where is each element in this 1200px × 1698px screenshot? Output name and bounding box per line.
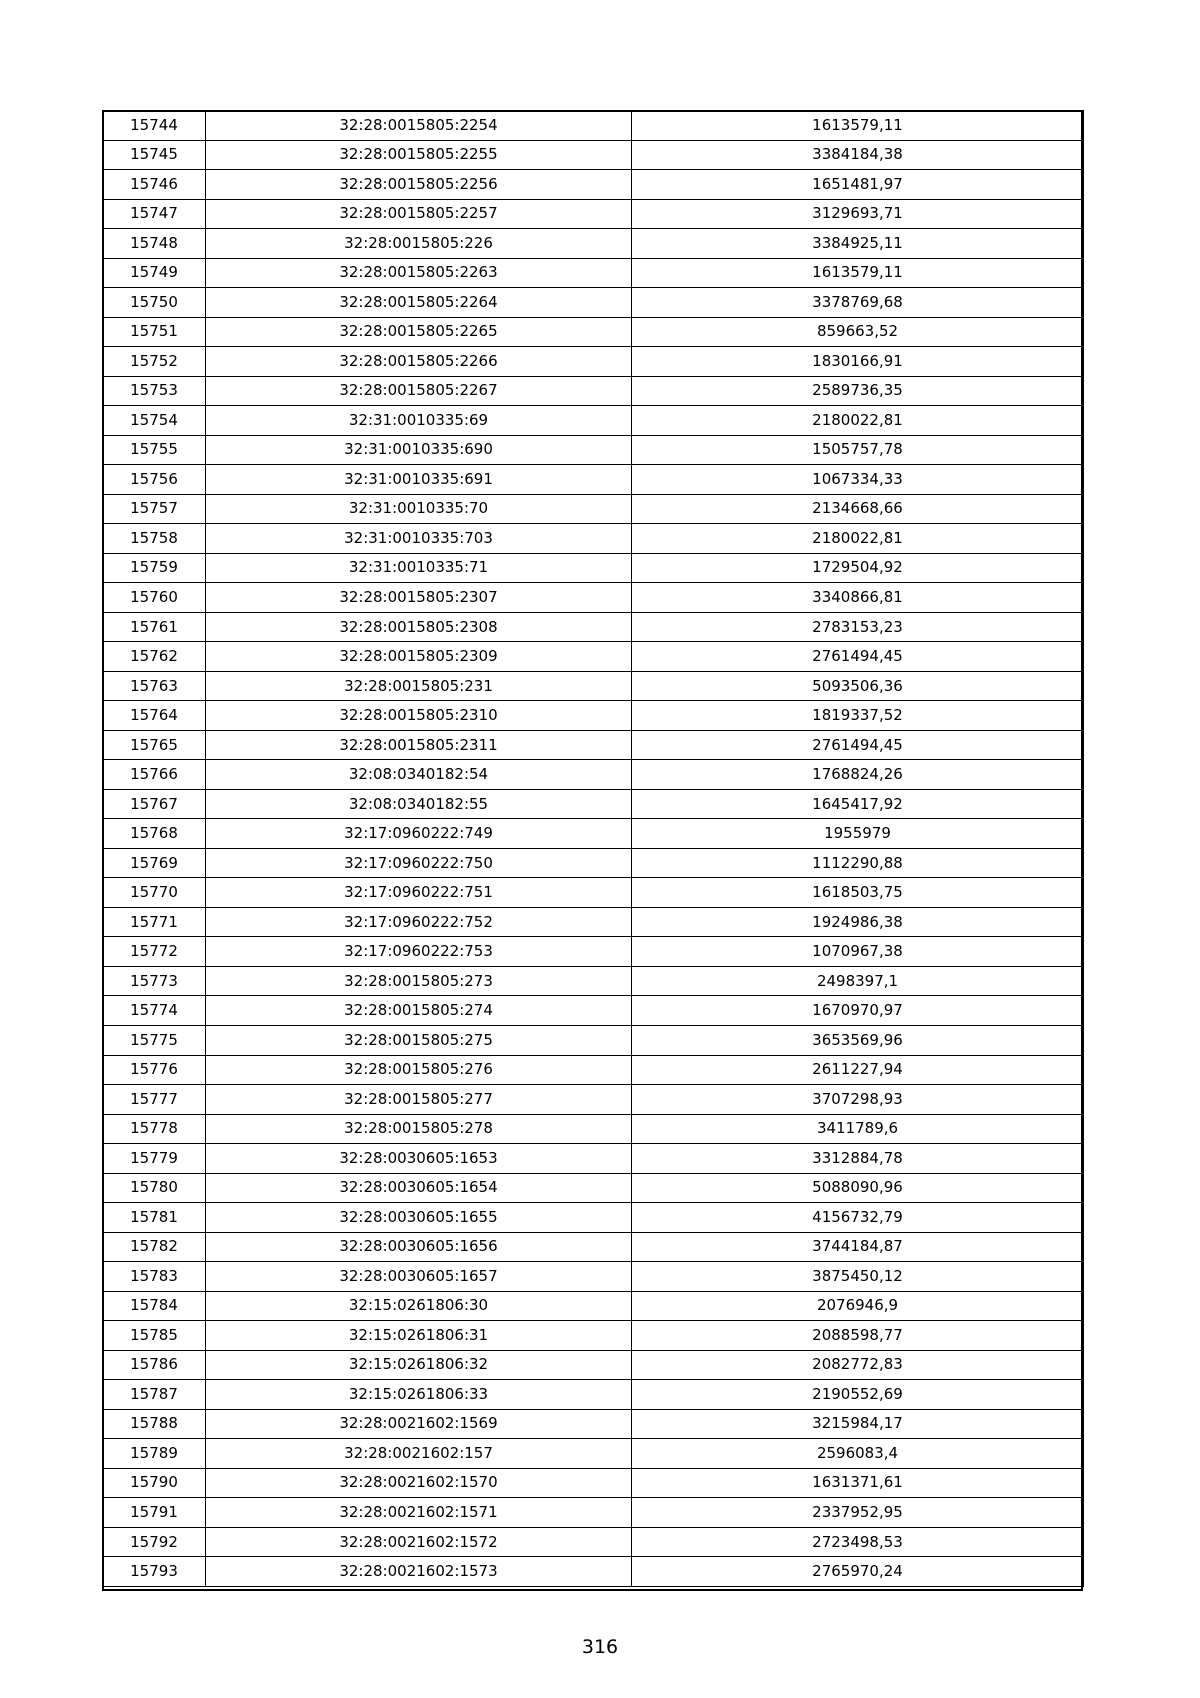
- cadastral-number-cell: 32:28:0015805:275: [206, 1025, 632, 1055]
- table-row: [103, 642, 1084, 672]
- table-row: [103, 524, 1084, 554]
- table-row: [103, 170, 1084, 200]
- row-number-cell: 15744: [103, 111, 206, 141]
- cadastral-value-cell: 3312884,78: [632, 1144, 1084, 1174]
- cadastral-value-cell: 2765970,24: [632, 1557, 1084, 1587]
- cadastral-number-cell: 32:28:0015805:231: [206, 671, 632, 701]
- table-row: [103, 229, 1084, 259]
- row-number-cell: 15777: [103, 1085, 206, 1115]
- row-number-cell: 15760: [103, 583, 206, 613]
- table-row: [103, 848, 1084, 878]
- table-row: [103, 996, 1084, 1026]
- cadastral-value-cell: 3384184,38: [632, 140, 1084, 170]
- cadastral-value-cell: 2783153,23: [632, 612, 1084, 642]
- table-row: [103, 612, 1084, 642]
- cadastral-value-cell: 2180022,81: [632, 524, 1084, 554]
- cadastral-number-cell: 32:15:0261806:32: [206, 1350, 632, 1380]
- table-row: [103, 258, 1084, 288]
- row-number-cell: 15787: [103, 1380, 206, 1410]
- row-number-cell: 15770: [103, 878, 206, 908]
- cadastral-number-cell: 32:28:0015805:277: [206, 1085, 632, 1115]
- cadastral-value-cell: 2589736,35: [632, 376, 1084, 406]
- cadastral-value-cell: 1112290,88: [632, 848, 1084, 878]
- cadastral-value-cell: 1645417,92: [632, 789, 1084, 819]
- row-number-cell: 15759: [103, 553, 206, 583]
- table-body: [103, 111, 1084, 1587]
- table-row: [103, 966, 1084, 996]
- table-row: [103, 1203, 1084, 1233]
- cadastral-value-cell: 3744184,87: [632, 1232, 1084, 1262]
- table-row: [103, 1173, 1084, 1203]
- cadastral-value-cell: 1670970,97: [632, 996, 1084, 1026]
- cadastral-number-cell: 32:28:0015805:2257: [206, 199, 632, 229]
- cadastral-number-cell: 32:28:0015805:2254: [206, 111, 632, 141]
- cadastral-value-cell: 1070967,38: [632, 937, 1084, 967]
- cadastral-value-cell: 2088598,77: [632, 1321, 1084, 1351]
- page-number: 316: [581, 1636, 619, 1658]
- cadastral-number-cell: 32:28:0015805:273: [206, 966, 632, 996]
- row-number-cell: 15755: [103, 435, 206, 465]
- cadastral-value-cell: 5093506,36: [632, 671, 1084, 701]
- row-number-cell: 15791: [103, 1498, 206, 1528]
- cadastral-value-cell: 1955979: [632, 819, 1084, 849]
- cadastral-number-cell: 32:28:0015805:2265: [206, 317, 632, 347]
- row-number-cell: 15751: [103, 317, 206, 347]
- table-row: [103, 1232, 1084, 1262]
- table-row: [103, 317, 1084, 347]
- cadastral-number-cell: 32:28:0015805:2267: [206, 376, 632, 406]
- cadastral-number-cell: 32:28:0021602:1570: [206, 1468, 632, 1498]
- cadastral-number-cell: 32:15:0261806:31: [206, 1321, 632, 1351]
- cadastral-value-cell: 3875450,12: [632, 1262, 1084, 1292]
- cadastral-value-cell: 1613579,11: [632, 111, 1084, 141]
- row-number-cell: 15749: [103, 258, 206, 288]
- cadastral-value-cell: 2761494,45: [632, 642, 1084, 672]
- cadastral-number-cell: 32:28:0015805:2266: [206, 347, 632, 377]
- row-number-cell: 15768: [103, 819, 206, 849]
- table-row: [103, 1468, 1084, 1498]
- table-row: [103, 671, 1084, 701]
- cadastral-value-cell: 1505757,78: [632, 435, 1084, 465]
- cadastral-number-cell: 32:28:0015805:2264: [206, 288, 632, 318]
- cadastral-value-cell: 2723498,53: [632, 1527, 1084, 1557]
- row-number-cell: 15772: [103, 937, 206, 967]
- row-number-cell: 15747: [103, 199, 206, 229]
- table-row: [103, 1321, 1084, 1351]
- cadastral-number-cell: 32:28:0015805:278: [206, 1114, 632, 1144]
- table-row: [103, 760, 1084, 790]
- cadastral-number-cell: 32:28:0030605:1655: [206, 1203, 632, 1233]
- cadastral-value-cell: 1067334,33: [632, 465, 1084, 495]
- cadastral-value-cell: 2134668,66: [632, 494, 1084, 524]
- table-row: [103, 1527, 1084, 1557]
- cadastral-number-cell: 32:28:0015805:2309: [206, 642, 632, 672]
- table-row: [103, 878, 1084, 908]
- row-number-cell: 15788: [103, 1409, 206, 1439]
- row-number-cell: 15763: [103, 671, 206, 701]
- table-row: [103, 111, 1084, 141]
- row-number-cell: 15790: [103, 1468, 206, 1498]
- cadastral-value-cell: 2076946,9: [632, 1291, 1084, 1321]
- cadastral-value-cell: 1729504,92: [632, 553, 1084, 583]
- table-row: [103, 288, 1084, 318]
- table-row: [103, 406, 1084, 436]
- table-row: [103, 1025, 1084, 1055]
- cadastral-value-cell: 1618503,75: [632, 878, 1084, 908]
- table-row: [103, 465, 1084, 495]
- cadastral-number-cell: 32:17:0960222:751: [206, 878, 632, 908]
- table-row: [103, 1262, 1084, 1292]
- cadastral-number-cell: 32:31:0010335:690: [206, 435, 632, 465]
- table-row: [103, 730, 1084, 760]
- table-row: [103, 819, 1084, 849]
- cadastral-value-cell: 2337952,95: [632, 1498, 1084, 1528]
- cadastral-number-cell: 32:28:0021602:1573: [206, 1557, 632, 1587]
- cadastral-number-cell: 32:28:0021602:157: [206, 1439, 632, 1469]
- cadastral-number-cell: 32:31:0010335:70: [206, 494, 632, 524]
- table-row: [103, 907, 1084, 937]
- row-number-cell: 15761: [103, 612, 206, 642]
- cadastral-number-cell: 32:17:0960222:753: [206, 937, 632, 967]
- cadastral-number-cell: 32:28:0015805:2256: [206, 170, 632, 200]
- row-number-cell: 15779: [103, 1144, 206, 1174]
- cadastral-number-cell: 32:28:0030605:1656: [206, 1232, 632, 1262]
- cadastral-value-cell: 3384925,11: [632, 229, 1084, 259]
- cadastral-number-cell: 32:31:0010335:69: [206, 406, 632, 436]
- row-number-cell: 15776: [103, 1055, 206, 1085]
- cadastral-value-cell: 3215984,17: [632, 1409, 1084, 1439]
- table-row: [103, 1144, 1084, 1174]
- cadastral-number-cell: 32:28:0015805:2263: [206, 258, 632, 288]
- row-number-cell: 15762: [103, 642, 206, 672]
- cadastral-value-cell: 1830166,91: [632, 347, 1084, 377]
- cadastral-value-cell: 1924986,38: [632, 907, 1084, 937]
- cadastral-number-cell: 32:17:0960222:749: [206, 819, 632, 849]
- table-row: [103, 553, 1084, 583]
- cadastral-number-cell: 32:15:0261806:33: [206, 1380, 632, 1410]
- table-row: [103, 1557, 1084, 1587]
- cadastral-value-cell: 5088090,96: [632, 1173, 1084, 1203]
- cadastral-value-cell: 4156732,79: [632, 1203, 1084, 1233]
- row-number-cell: 15756: [103, 465, 206, 495]
- cadastral-value-cell: 3707298,93: [632, 1085, 1084, 1115]
- row-number-cell: 15757: [103, 494, 206, 524]
- cadastral-number-cell: 32:31:0010335:703: [206, 524, 632, 554]
- row-number-cell: 15764: [103, 701, 206, 731]
- cadastral-value-cell: 1613579,11: [632, 258, 1084, 288]
- cadastral-number-cell: 32:28:0021602:1569: [206, 1409, 632, 1439]
- table-row: [103, 583, 1084, 613]
- cadastral-value-cell: 2596083,4: [632, 1439, 1084, 1469]
- cadastral-number-cell: 32:28:0030605:1654: [206, 1173, 632, 1203]
- cadastral-number-cell: 32:28:0015805:2307: [206, 583, 632, 613]
- cadastral-number-cell: 32:28:0015805:2308: [206, 612, 632, 642]
- cadastral-value-cell: 2761494,45: [632, 730, 1084, 760]
- cadastral-value-cell: 3378769,68: [632, 288, 1084, 318]
- cadastral-number-cell: 32:15:0261806:30: [206, 1291, 632, 1321]
- table-row: [103, 199, 1084, 229]
- table-row: [103, 1409, 1084, 1439]
- row-number-cell: 15782: [103, 1232, 206, 1262]
- table-row: [103, 347, 1084, 377]
- cadastral-value-cell: 3129693,71: [632, 199, 1084, 229]
- row-number-cell: 15774: [103, 996, 206, 1026]
- row-number-cell: 15775: [103, 1025, 206, 1055]
- table-row: [103, 435, 1084, 465]
- table-row: [103, 789, 1084, 819]
- cadastral-value-cell: 2180022,81: [632, 406, 1084, 436]
- table-row: [103, 1085, 1084, 1115]
- cadastral-number-cell: 32:28:0021602:1572: [206, 1527, 632, 1557]
- row-number-cell: 15773: [103, 966, 206, 996]
- cadastral-number-cell: 32:28:0021602:1571: [206, 1498, 632, 1528]
- cadastral-number-cell: 32:31:0010335:691: [206, 465, 632, 495]
- row-number-cell: 15745: [103, 140, 206, 170]
- cadastral-number-cell: 32:08:0340182:54: [206, 760, 632, 790]
- row-number-cell: 15771: [103, 907, 206, 937]
- cadastral-value-cell: 3653569,96: [632, 1025, 1084, 1055]
- row-number-cell: 15746: [103, 170, 206, 200]
- row-number-cell: 15750: [103, 288, 206, 318]
- row-number-cell: 15754: [103, 406, 206, 436]
- table-row: [103, 1350, 1084, 1380]
- cadastral-value-cell: 3340866,81: [632, 583, 1084, 613]
- row-number-cell: 15748: [103, 229, 206, 259]
- cadastral-value-cell: 1768824,26: [632, 760, 1084, 790]
- cadastral-value-cell: 1651481,97: [632, 170, 1084, 200]
- row-number-cell: 15780: [103, 1173, 206, 1203]
- cadastral-value-cell: 2190552,69: [632, 1380, 1084, 1410]
- cadastral-value-cell: 1631371,61: [632, 1468, 1084, 1498]
- row-number-cell: 15769: [103, 848, 206, 878]
- cadastral-value-cell: 2082772,83: [632, 1350, 1084, 1380]
- cadastral-number-cell: 32:28:0030605:1657: [206, 1262, 632, 1292]
- cadastral-value-cell: 859663,52: [632, 317, 1084, 347]
- table-row: [103, 494, 1084, 524]
- table-row: [103, 1291, 1084, 1321]
- cadastral-number-cell: 32:28:0030605:1653: [206, 1144, 632, 1174]
- cadastral-value-table: [102, 110, 1084, 1587]
- table-row: [103, 1055, 1084, 1085]
- row-number-cell: 15785: [103, 1321, 206, 1351]
- table-row: [103, 376, 1084, 406]
- table-row: [103, 1114, 1084, 1144]
- row-number-cell: 15783: [103, 1262, 206, 1292]
- cadastral-value-cell: 2611227,94: [632, 1055, 1084, 1085]
- row-number-cell: 15778: [103, 1114, 206, 1144]
- cadastral-number-cell: 32:17:0960222:752: [206, 907, 632, 937]
- cadastral-number-cell: 32:28:0015805:276: [206, 1055, 632, 1085]
- cadastral-number-cell: 32:08:0340182:55: [206, 789, 632, 819]
- row-number-cell: 15766: [103, 760, 206, 790]
- row-number-cell: 15767: [103, 789, 206, 819]
- table-row: [103, 701, 1084, 731]
- table-row: [103, 1498, 1084, 1528]
- cadastral-number-cell: 32:28:0015805:226: [206, 229, 632, 259]
- row-number-cell: 15753: [103, 376, 206, 406]
- row-number-cell: 15781: [103, 1203, 206, 1233]
- table-row: [103, 1380, 1084, 1410]
- row-number-cell: 15752: [103, 347, 206, 377]
- cadastral-number-cell: 32:17:0960222:750: [206, 848, 632, 878]
- cadastral-number-cell: 32:28:0015805:274: [206, 996, 632, 1026]
- table-row: [103, 937, 1084, 967]
- cadastral-number-cell: 32:28:0015805:2255: [206, 140, 632, 170]
- cadastral-number-cell: 32:31:0010335:71: [206, 553, 632, 583]
- cadastral-value-cell: 2498397,1: [632, 966, 1084, 996]
- row-number-cell: 15765: [103, 730, 206, 760]
- row-number-cell: 15784: [103, 1291, 206, 1321]
- row-number-cell: 15793: [103, 1557, 206, 1587]
- table-row: [103, 1439, 1084, 1469]
- cadastral-value-cell: 1819337,52: [632, 701, 1084, 731]
- table-row: [103, 140, 1084, 170]
- cadastral-number-cell: 32:28:0015805:2311: [206, 730, 632, 760]
- cadastral-number-cell: 32:28:0015805:2310: [206, 701, 632, 731]
- row-number-cell: 15758: [103, 524, 206, 554]
- row-number-cell: 15792: [103, 1527, 206, 1557]
- row-number-cell: 15789: [103, 1439, 206, 1469]
- row-number-cell: 15786: [103, 1350, 206, 1380]
- cadastral-value-cell: 3411789,6: [632, 1114, 1084, 1144]
